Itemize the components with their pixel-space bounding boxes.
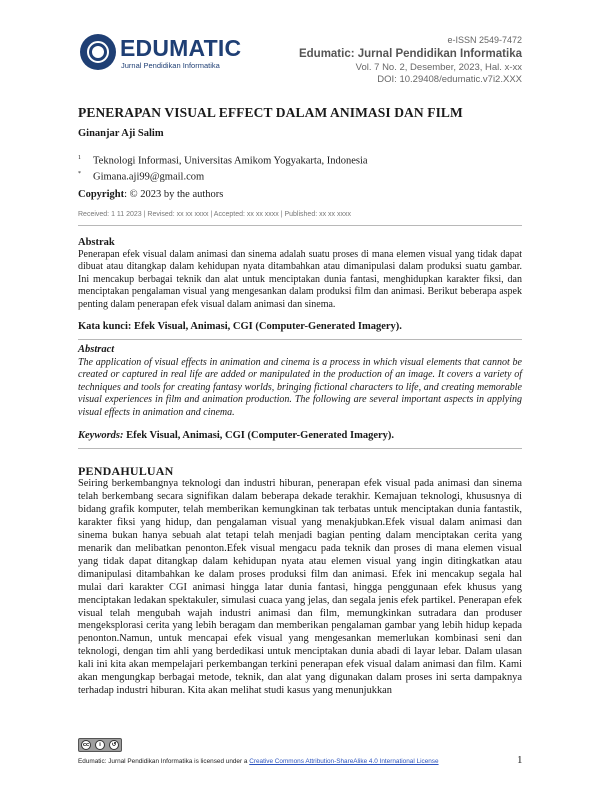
volume-info: Vol. 7 No. 2, Desember, 2023, Hal. x-xx [355,62,522,73]
section-heading: PENDAHULUAN [78,464,174,478]
affiliations [78,152,368,183]
cc-icon: cc [82,742,90,748]
license-footer [78,758,439,765]
author-name: Ginanjar Aji Salim [78,128,164,139]
article-dates: Received: 1 11 2023 | Revised: xx xx xxxx | Accepted: xx xx xxxx | Published: xx xx xxxx [78,211,351,218]
abstract-heading: Abstrak [78,237,115,248]
copyright-text: : © 2023 by the authors [124,189,224,200]
journal-name: Edumatic: Jurnal Pendidikan Informatika [298,48,522,60]
affiliation-text: Teknologi Informasi, Universitas Amikom Yogyakarta, Indonesia [93,155,368,167]
author-email[interactable]: Gimana.aji99@gmail.com [93,171,205,182]
divider [78,339,522,340]
page-number: 1 [517,754,523,766]
affiliation-mark: 1 [78,155,81,161]
section-body: Seiring berkembangnya teknologi dan industri hiburan, penerapan efek visual pada animasi dan sinema telah berkembang secara signifikan dalam beberapa dekade terakhir. Kemajuan teknologi, khususnya di bidang grafik komputer, telah memberikan kemungkinan tak terbatas untuk menciptakan dunia fantastik, karakter fiksi yang hidup, dan pengalaman visual yang menakjubkan.Efek visual dalam animasi dan sinema bukan hanya sebuah alat tetapi telah menjadi bagian penting dalam menciptakan cerita yang menarik dan melibatkan penonton.Efek visual mengacu pada teknik dan proses di mana elemen visual yang tidak dapat ditangkap dalam kehidupan nyata atau elemen visual yang ingin ditingkatkan atau dimanipulasi ditambahkan ke dalam proses produksi film dan animasi. Efek ini mencakup segala hal mulai dari karakter CGI animasi hingga latar dunia fantasi, hingga penggunaan efek khusus yang menciptakan ledakan spektakuler, simulasi cuaca yang jelas, dan segala jenis efek partikel. Penerapan efek visual telah mengubah wajah industri animasi dan film, memungkinkan sutradara dan produser mengeksplorasi cerita yang lebih beragam dan memberikan pengalaman gambar yang lebih hidup kepada penonton.Namun, untuk mencapai efek visual yang mengesankan memerlukan kombinasi seni dan teknologi, dengan tim ahli yang berdedikasi untuk menciptakan dunia abadi di layar lebar. Dalam ulasan kali ini kita akan mempelajari perkembangan terkini penerapan efek visual dalam animasi dan film. Kami akan mengungkap berbagai metode, teknik, dan alat yang digunakan dalam proses ini serta dampaknya terhadap industri hiburan. Kita akan melihat studi kasus yang menunjukkan [78,478,522,697]
divider [78,448,522,449]
copyright [78,189,223,200]
copyright-label: Copyright [78,189,125,200]
article-title: PENERAPAN VISUAL EFFECT DALAM ANIMASI DAN FILM [78,105,463,120]
abstract-text: Penerapan efek visual dalam animasi dan sinema adalah suatu proses di mana elemen visual yang tidak dapat dibuat atau ditangkap dalam kehidupan nyata ditambahkan atau dimanipulasi dalam produksi suatu gambar. Ini mencakup berbagai teknik dan alat untuk menciptakan dunia fantasi, menghidupkan karakter fiksi, dan menciptakan pengalaman visual yang mengesankan dalam produksi film dan animasi. Berikut beberapa aspek penting dalam penerapan efek visual dalam animasi dan sinema. [78,249,522,310]
cc-license-icon[interactable] [78,738,122,752]
journal-logo [80,34,250,74]
divider [78,225,522,226]
eissn: e-ISSN 2549-7472 [447,35,522,45]
logo-name: EDUMATIC [120,35,242,61]
keywords-label: Keywords: [78,430,124,441]
doi: DOI: 10.29408/edumatic.v7i2.XXX [377,74,522,85]
email-mark: * [78,170,81,177]
journal-info [299,34,522,86]
by-icon: i [95,740,105,750]
email-line [78,168,368,184]
abstract-en-heading: Abstract [78,344,115,355]
license-link[interactable]: Creative Commons Attribution-ShareAlike 4.0 International License [249,758,439,765]
logo-subtitle: Jurnal Pendidikan Informatika [121,61,220,70]
affiliation-line [78,152,368,168]
logo-emblem-icon [80,34,116,70]
abstract-en-keywords [78,430,394,441]
abstract-keywords: Kata kunci: Efek Visual, Animasi, CGI (Computer-Generated Imagery). [78,321,402,332]
keywords-text: Efek Visual, Animasi, CGI (Computer-Generated Imagery). [123,430,395,441]
license-text: Edumatic: Jurnal Pendidikan Informatika is licensed under a [78,758,250,765]
sa-icon: ↺ [109,740,119,750]
abstract-en-text: The application of visual effects in animation and cinema is a process in which visual elements that cannot be created or captured in real life are added or manipulated in the production of an image. It covers a variety of techniques and tools for creating fantasy worlds, bringing fictional characters to life, and creating memorable visual experiences in film and animation production. The following are several important aspects in applying visual effects in animation and cinema. [78,357,522,418]
